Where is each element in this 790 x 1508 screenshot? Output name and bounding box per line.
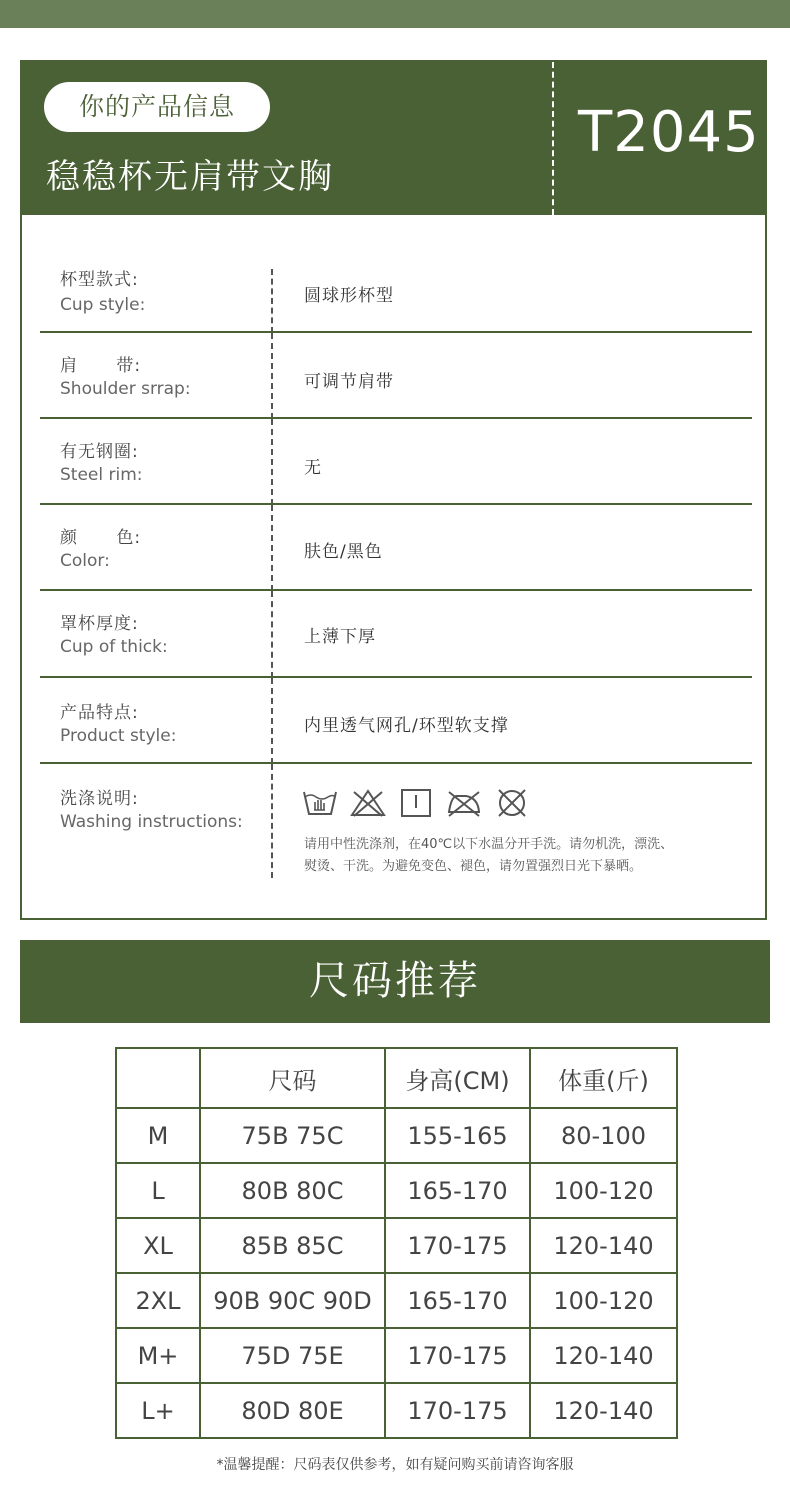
spec-value: 内里透气网孔/环型软支撑 — [304, 716, 509, 736]
spec-value: 可调节肩带 — [304, 372, 394, 392]
spec-divider — [271, 419, 273, 505]
spec-row-cup-style — [40, 247, 752, 333]
table-cell: M+ — [116, 1328, 200, 1383]
no-dry-clean-icon — [494, 788, 530, 818]
table-row — [116, 1273, 677, 1328]
spec-divider — [271, 764, 273, 878]
spec-label-en: Shoulder srrap: — [60, 379, 191, 399]
model-code: T2045 — [578, 100, 760, 165]
table-cell: 170-175 — [385, 1328, 530, 1383]
spec-label-zh: 洗涤说明: — [60, 789, 139, 809]
spec-label-zh: 罩杯厚度: — [60, 614, 139, 634]
product-info-tag: 你的产品信息 — [44, 82, 270, 132]
table-cell: 100-120 — [530, 1163, 677, 1218]
table-cell: L — [116, 1163, 200, 1218]
table-row — [116, 1108, 677, 1163]
washing-icons — [302, 788, 530, 818]
table-header-cell: 尺码 — [200, 1048, 385, 1108]
table-cell: L+ — [116, 1383, 200, 1438]
spec-divider — [271, 269, 273, 333]
spec-label-zh: 肩 带: — [60, 356, 142, 376]
table-cell: M — [116, 1108, 200, 1163]
table-cell: 165-170 — [385, 1273, 530, 1328]
spec-row-product-style — [40, 678, 752, 764]
table-cell: 85B 85C — [200, 1218, 385, 1273]
size-recommend-title: 尺码推荐 — [20, 940, 770, 1023]
spec-label-en: Steel rim: — [60, 465, 143, 485]
no-iron-icon — [446, 788, 482, 818]
spec-divider — [271, 333, 273, 419]
table-cell: XL — [116, 1218, 200, 1273]
table-cell: 100-120 — [530, 1273, 677, 1328]
spec-row-washing — [40, 764, 752, 884]
table-cell: 120-140 — [530, 1328, 677, 1383]
no-bleach-icon — [350, 788, 386, 818]
table-cell: 75D 75E — [200, 1328, 385, 1383]
table-cell: 170-175 — [385, 1383, 530, 1438]
table-header-cell — [116, 1048, 200, 1108]
table-header-cell: 身高(CM) — [385, 1048, 530, 1108]
spec-divider — [271, 505, 273, 591]
spec-row-steel-rim — [40, 419, 752, 505]
table-header-row — [116, 1048, 677, 1108]
product-info-header — [22, 62, 765, 215]
spec-label-zh: 杯型款式: — [60, 270, 139, 290]
table-cell: 75B 75C — [200, 1108, 385, 1163]
spec-label-zh: 产品特点: — [60, 703, 139, 723]
top-color-strip — [0, 0, 790, 28]
washing-note-line: 熨烫、干洗。为避免变色、褪色，请勿置强烈日光下暴晒。 — [304, 859, 643, 874]
size-footnote: *温馨提醒：尺码表仅供参考，如有疑问购买前请咨询客服 — [216, 1457, 574, 1473]
spec-label-zh: 有无钢圈: — [60, 442, 139, 462]
table-cell: 80D 80E — [200, 1383, 385, 1438]
spec-label-en: Cup style: — [60, 295, 146, 315]
hang-dry-icon — [398, 788, 434, 818]
spec-divider — [271, 678, 273, 764]
washing-note-line: 请用中性洗涤剂，在40℃以下水温分开手洗。请勿机洗，漂洗、 — [304, 837, 674, 852]
size-chart-table — [115, 1047, 678, 1439]
table-header-cell: 体重(斤) — [530, 1048, 677, 1108]
spec-row-color — [40, 505, 752, 591]
table-row — [116, 1383, 677, 1438]
table-cell: 120-140 — [530, 1383, 677, 1438]
table-cell: 155-165 — [385, 1108, 530, 1163]
table-cell: 90B 90C 90D — [200, 1273, 385, 1328]
product-name: 稳稳杯无肩带文胸 — [46, 157, 334, 197]
spec-row-shoulder-strap — [40, 333, 752, 419]
table-cell: 2XL — [116, 1273, 200, 1328]
table-cell: 165-170 — [385, 1163, 530, 1218]
spec-value: 肤色/黑色 — [304, 542, 383, 562]
table-row — [116, 1163, 677, 1218]
header-divider — [552, 62, 554, 215]
spec-value: 无 — [304, 458, 322, 478]
table-cell: 80B 80C — [200, 1163, 385, 1218]
spec-row-cup-thickness — [40, 591, 752, 678]
washing-note — [304, 834, 744, 878]
spec-value: 上薄下厚 — [304, 627, 376, 647]
spec-label-zh: 颜 色: — [60, 528, 142, 548]
table-cell: 120-140 — [530, 1218, 677, 1273]
table-cell: 80-100 — [530, 1108, 677, 1163]
product-info-card — [20, 60, 767, 920]
spec-label-en: Product style: — [60, 726, 177, 746]
spec-label-en: Color: — [60, 551, 110, 571]
table-row — [116, 1218, 677, 1273]
spec-divider — [271, 591, 273, 678]
table-cell: 170-175 — [385, 1218, 530, 1273]
spec-label-en: Cup of thick: — [60, 637, 168, 657]
spec-label-en: Washing instructions: — [60, 812, 243, 832]
table-row — [116, 1328, 677, 1383]
hand-wash-40-icon — [302, 788, 338, 818]
spec-value: 圆球形杯型 — [304, 286, 394, 306]
